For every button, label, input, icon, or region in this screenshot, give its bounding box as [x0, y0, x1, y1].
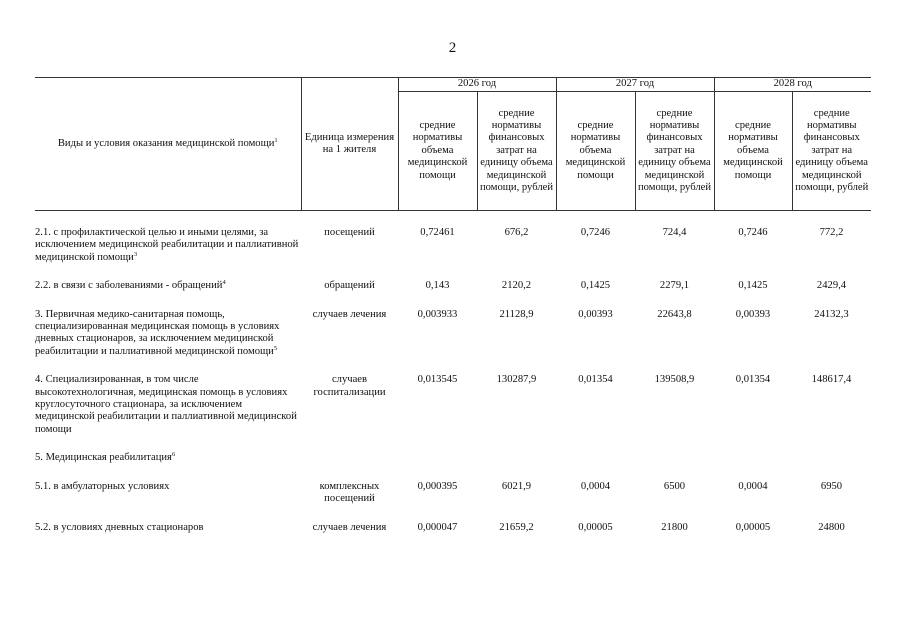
- row-unit: комплексных посещений: [319, 480, 380, 505]
- header-cost-2028: средние нормативы финансовых затрат на единицу объема медицинской помощи, рублей: [792, 92, 871, 211]
- table-row: [35, 481, 871, 506]
- volume-2028: 0,00393: [735, 308, 771, 320]
- cost-2028: 772,2: [819, 227, 844, 238]
- header-cost-2026: средние нормативы финансовых затрат на единицу объема медицинской помощи, рублей: [477, 92, 556, 211]
- table-row: [35, 452, 871, 464]
- header-cost-2027: средние нормативы финансовых затрат на единицу объема медицинской помощи, рублей: [635, 92, 714, 211]
- cost-2026: [477, 452, 556, 464]
- volume-2027: 0,00393: [578, 308, 613, 320]
- header-year-2028: 2028 год: [714, 78, 871, 92]
- cost-2028: 2429,4: [816, 280, 847, 292]
- cost-2027: 21800: [661, 521, 688, 533]
- page-number: 2: [448, 40, 457, 56]
- volume-2028: 0,00005: [735, 521, 771, 533]
- cost-2027: 2279,1: [659, 280, 690, 292]
- cost-2026: 676,2: [504, 227, 529, 238]
- cost-2027: 724,4: [662, 227, 687, 238]
- row-name: 5. Медицинская реабилитация$^6$: [35, 451, 176, 464]
- cost-2028: 24800: [818, 521, 845, 533]
- volume-2027: 0,0004: [580, 480, 611, 492]
- cost-2027: [635, 452, 714, 464]
- cost-2026: 130287,9: [496, 374, 537, 386]
- row-name: 3. Первичная медико-санитарная помощь, специализированная медицинская помощь в условиях дневных стационаров, за исключением медицинской реабилитации и паллиативной медицинской помощи$^5$: [35, 308, 280, 357]
- table-row: [35, 522, 871, 534]
- row-unit: случаев лечения: [312, 308, 387, 320]
- volume-2028: 0,7246: [738, 227, 768, 238]
- row-unit: посещений: [324, 227, 375, 238]
- volume-2027: 0,1425: [580, 280, 611, 292]
- header-unit: Единица измерения на 1 жителя: [301, 78, 398, 211]
- volume-2026: 0,003933: [417, 308, 458, 320]
- header-year-2027: 2027 год: [556, 78, 714, 92]
- table-row: [35, 309, 871, 359]
- volume-2028: 0,01354: [735, 374, 771, 386]
- row-unit: случаев госпитализации: [313, 374, 386, 398]
- cost-2028: [792, 452, 871, 464]
- norms-table: [35, 77, 871, 534]
- volume-2028: 0,0004: [738, 480, 768, 492]
- volume-2026: [398, 452, 477, 464]
- volume-2026: 0,72461: [420, 227, 455, 238]
- cost-2028: 6950: [820, 480, 843, 492]
- row-name: 5.1. в амбулаторных условиях: [35, 480, 170, 492]
- table-row: [35, 280, 871, 292]
- volume-2026: 0,000047: [417, 521, 458, 533]
- cost-2026: 21128,9: [499, 308, 534, 320]
- header-volume-2026: средние нормативы объема медицинской помощи: [398, 92, 477, 211]
- table-row: [35, 374, 871, 436]
- row-name: 2.2. в связи с заболеваниями - обращений$^4$: [35, 279, 226, 292]
- header-volume-2028: средние нормативы объема медицинской помощи: [714, 92, 792, 211]
- row-name: 5.2. в условиях дневных стационаров: [35, 521, 204, 533]
- volume-2028: [714, 452, 792, 464]
- cost-2028: 24132,3: [814, 308, 849, 320]
- cost-2027: 139508,9: [654, 374, 695, 386]
- row-unit: [301, 452, 398, 464]
- volume-2027: 0,00005: [578, 521, 613, 533]
- volume-2026: 0,143: [425, 280, 450, 292]
- header-kind: Виды и условия оказания медицинской помощи$^1$: [35, 78, 301, 211]
- cost-2027: 22643,8: [657, 308, 692, 320]
- volume-2026: 0,000395: [417, 480, 458, 492]
- header-volume-2027: средние нормативы объема медицинской помощи: [556, 92, 635, 211]
- volume-2027: [556, 452, 635, 464]
- volume-2028: 0,1425: [738, 280, 768, 292]
- volume-2027: 0,7246: [580, 227, 611, 238]
- header-year-2026: 2026 год: [398, 78, 556, 92]
- row-name: 4. Специализированная, в том числе высокотехнологичная, медицинская помощь в условиях круглосуточного стационара, за исключением медицинской реабилитации и паллиативной медицинской помощи: [35, 374, 297, 435]
- table-row: [35, 227, 871, 264]
- cost-2026: 21659,2: [499, 521, 534, 533]
- cost-2026: 6021,9: [501, 480, 532, 492]
- cost-2026: 2120,2: [501, 280, 532, 292]
- cost-2028: 148617,4: [811, 374, 852, 386]
- volume-2027: 0,01354: [578, 374, 613, 386]
- row-unit: обращений: [324, 280, 375, 292]
- cost-2027: 6500: [663, 480, 686, 492]
- row-name: 2.1. с профилактической целью и иными целями, за исключением медицинской реабилитации и паллиативной медицинской помощи$^3$: [35, 227, 299, 263]
- volume-2026: 0,013545: [417, 374, 458, 386]
- row-unit: случаев лечения: [312, 521, 387, 533]
